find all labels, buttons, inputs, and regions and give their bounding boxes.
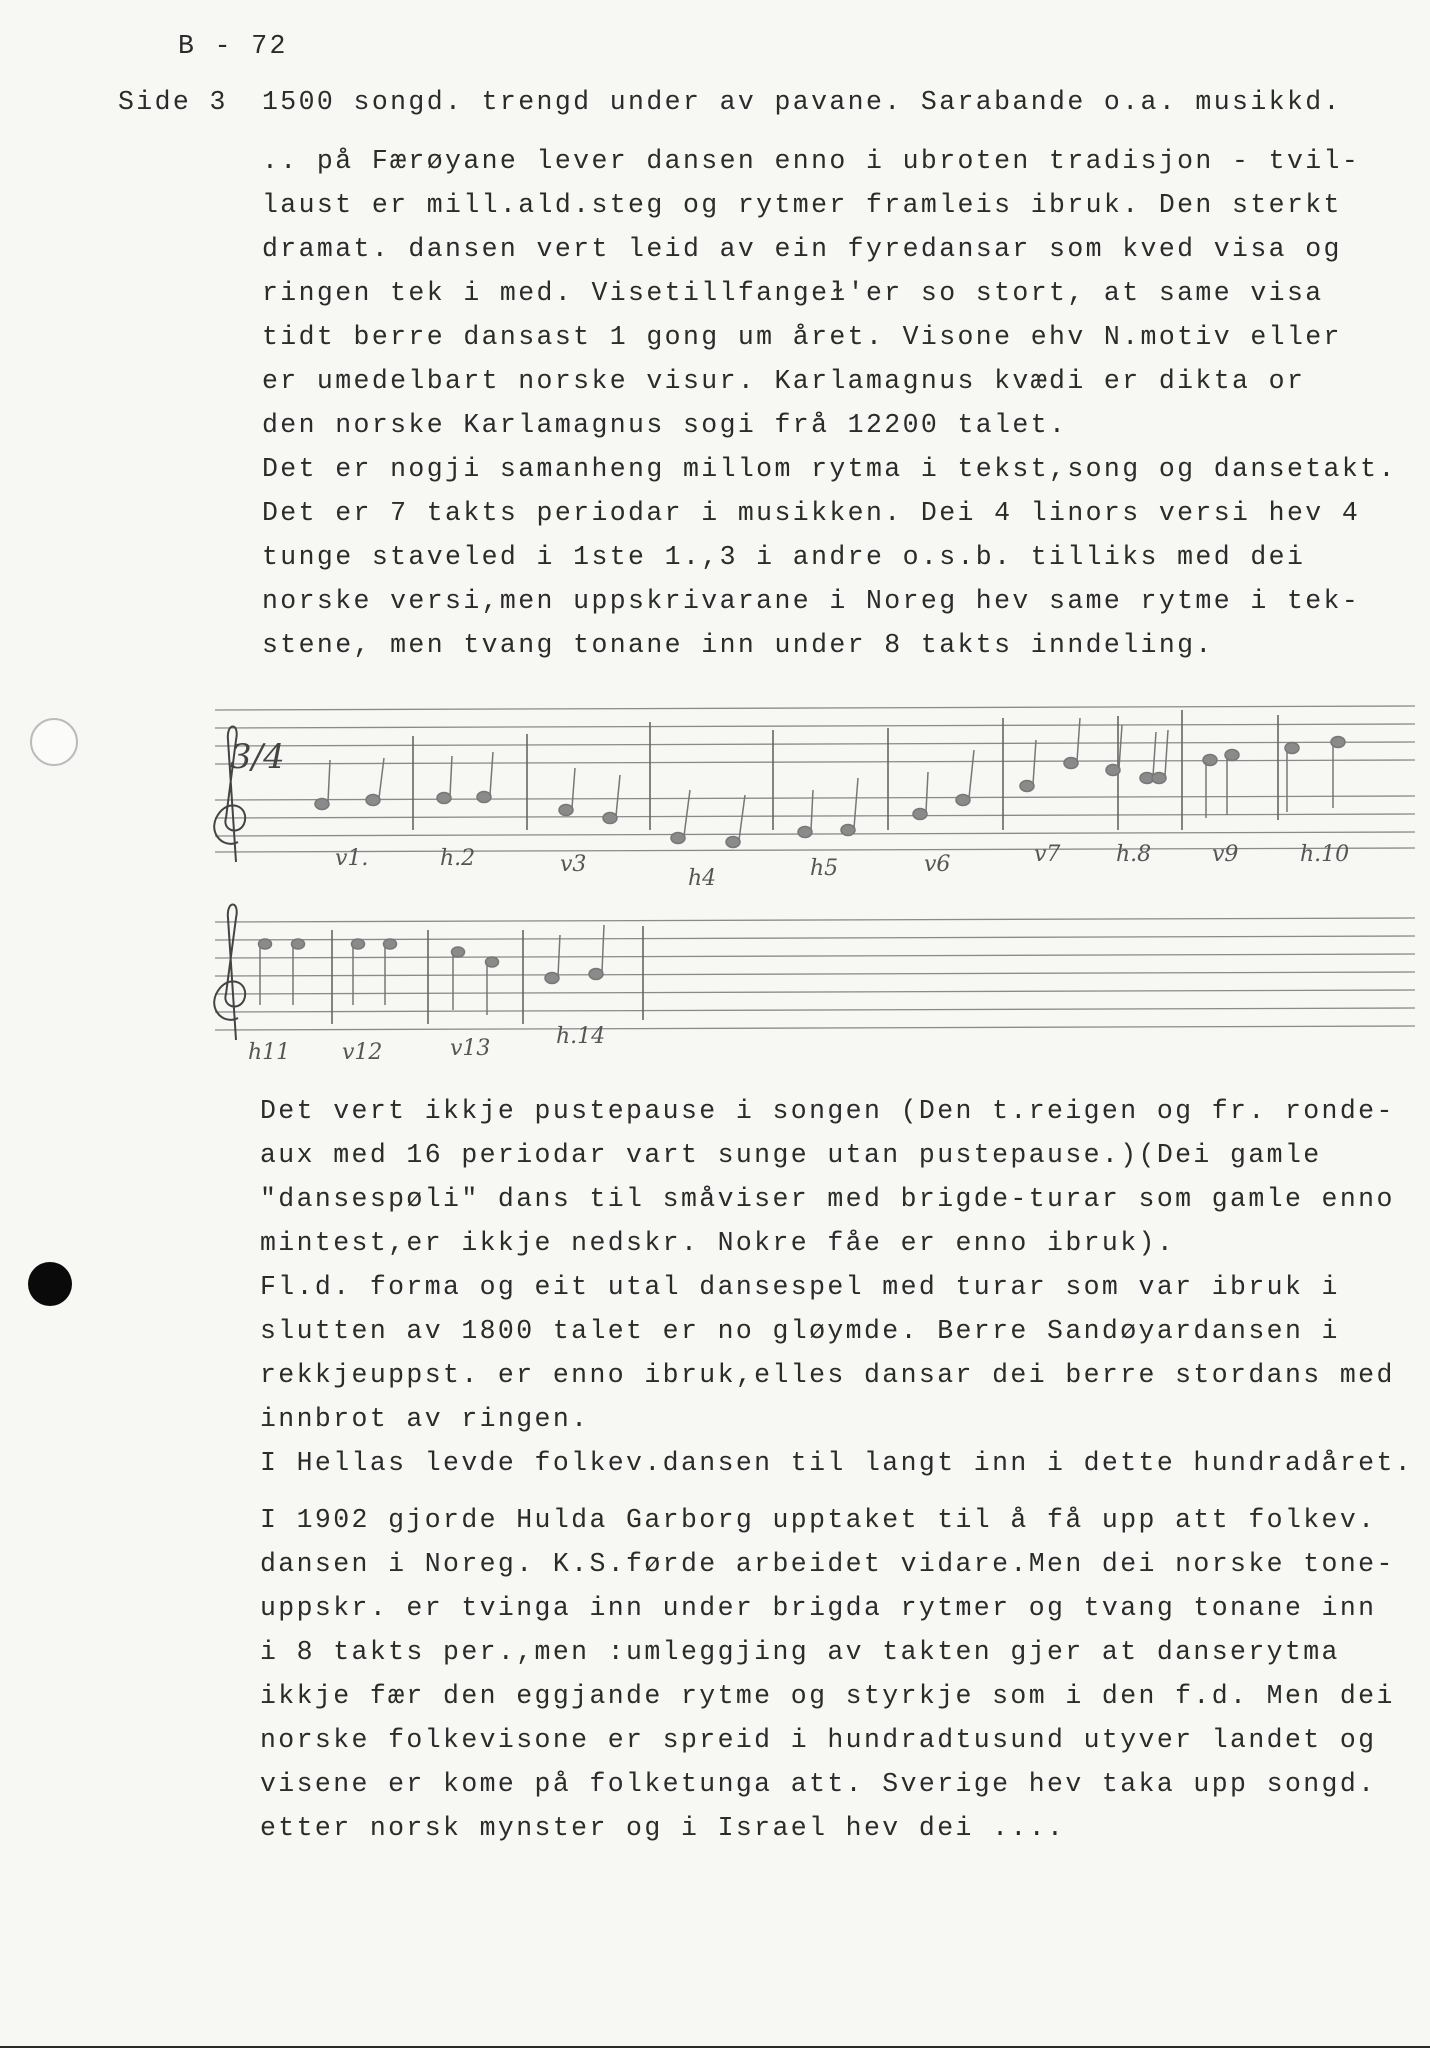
notes-row-1 — [315, 718, 1345, 848]
text-line: Det vert ikkje pustepause i songen (Den t.reigen og fr. ronde- — [260, 1096, 1395, 1126]
treble-clef-row-2 — [214, 905, 245, 1041]
text-line: ikkje fær den eggjande rytme og styrkje som i den f.d. Men dei — [260, 1681, 1395, 1711]
staff-row-1 — [215, 706, 1415, 852]
text-line: i 8 takts per.,men :umleggjing av takten gjer at danserytma — [260, 1637, 1340, 1667]
text-line: I Hellas levde folkev.dansen til langt inn i dette hundradåret. — [260, 1448, 1414, 1478]
measure-label: v7 — [1034, 842, 1061, 867]
measure-label: h4 — [688, 866, 717, 891]
measure-label: v3 — [560, 852, 587, 877]
measure-label: h.2 — [440, 846, 476, 871]
text-line: tunge staveled i 1ste 1.,3 i andre o.s.b. tilliks med dei — [262, 542, 1306, 572]
text-line: stene, men tvang tonane inn under 8 takts inndeling. — [262, 630, 1214, 660]
measure-label: v9 — [1212, 842, 1239, 867]
text-line: .. på Færøyane lever dansen enno i ubroten tradisjon - tvil- — [262, 146, 1361, 176]
text-line: I 1902 gjorde Hulda Garborg upptaket til å få upp att folkev. — [260, 1505, 1377, 1535]
measure-label: v13 — [450, 1036, 491, 1061]
text-line: Fl.d. forma og eit utal dansespel med turar som var ibruk i — [260, 1272, 1340, 1302]
text-line: Det er nogji samanheng millom rytma i tekst,song og dansetakt. — [262, 454, 1397, 484]
measure-label: h.8 — [1116, 842, 1152, 867]
measure-label: h.14 — [556, 1024, 606, 1049]
measure-label: h5 — [810, 856, 839, 881]
measure-label: v12 — [342, 1040, 383, 1065]
text-line: den norske Karlamagnus sogi frå 12200 talet. — [262, 410, 1068, 440]
text-line: er umedelbart norske visur. Karlamagnus kvædi er dikta or — [262, 366, 1306, 396]
punch-hole-dark — [28, 1262, 72, 1306]
text-line: dramat. dansen vert leid av ein fyredansar som kved visa og — [262, 234, 1342, 264]
page-code: B - 72 — [178, 31, 288, 61]
text-line: innbrot av ringen. — [260, 1404, 590, 1434]
text-line: aux med 16 periodar vart sunge utan pustepause.)(Dei gamle — [260, 1140, 1322, 1170]
text-line: norske folkevisone er spreid i hundradtusund utyver landet og — [260, 1725, 1377, 1755]
measure-label: h.10 — [1300, 842, 1350, 867]
text-line: Det er 7 takts periodar i musikken. Dei 4 linors versi hev 4 — [262, 498, 1361, 528]
text-line: uppskr. er tvinga inn under brigda rytmer og tvang tonane inn — [260, 1593, 1377, 1623]
barlines-row-1 — [413, 710, 1278, 830]
text-line: mintest,er ikkje nedskr. Nokre fåe er enno ibruk). — [260, 1228, 1176, 1258]
staff-row-2 — [215, 918, 1415, 1030]
measure-label: v6 — [924, 852, 951, 877]
side-label: Side 3 — [118, 87, 228, 117]
text-line: 1500 songd. trengd under av pavane. Sarabande o.a. musikkd. — [262, 87, 1342, 117]
text-line: "dansespøli" dans til småviser med brigde-turar som gamle enno — [260, 1184, 1395, 1214]
text-line: slutten av 1800 talet er no gløymde. Berre Sandøyardansen i — [260, 1316, 1340, 1346]
text-line: etter norsk mynster og i Israel hev dei .... — [260, 1813, 1066, 1843]
text-line: ringen tek i med. Visetillfangeɫ'er so stort, at same visa — [262, 278, 1324, 308]
text-line: dansen i Noreg. K.S.førde arbeidet vidare.Men dei norske tone- — [260, 1549, 1395, 1579]
measure-label: v1. — [335, 846, 369, 871]
text-line: visene er kome på folketunga att. Sverige hev taka upp songd. — [260, 1769, 1377, 1799]
text-line: norske versi,men uppskrivarane i Noreg hev same rytme i tek- — [262, 586, 1361, 616]
time-signature: 3/4 — [230, 737, 285, 777]
text-line: rekkjeuppst. er enno ibruk,elles dansar dei berre stordans med — [260, 1360, 1395, 1390]
text-line: tidt berre dansast 1 gong um året. Visone ehv N.motiv eller — [262, 322, 1342, 352]
measure-label: h11 — [248, 1040, 291, 1065]
text-line: laust er mill.ald.steg og rytmer framleis ibruk. Den sterkt — [262, 190, 1342, 220]
